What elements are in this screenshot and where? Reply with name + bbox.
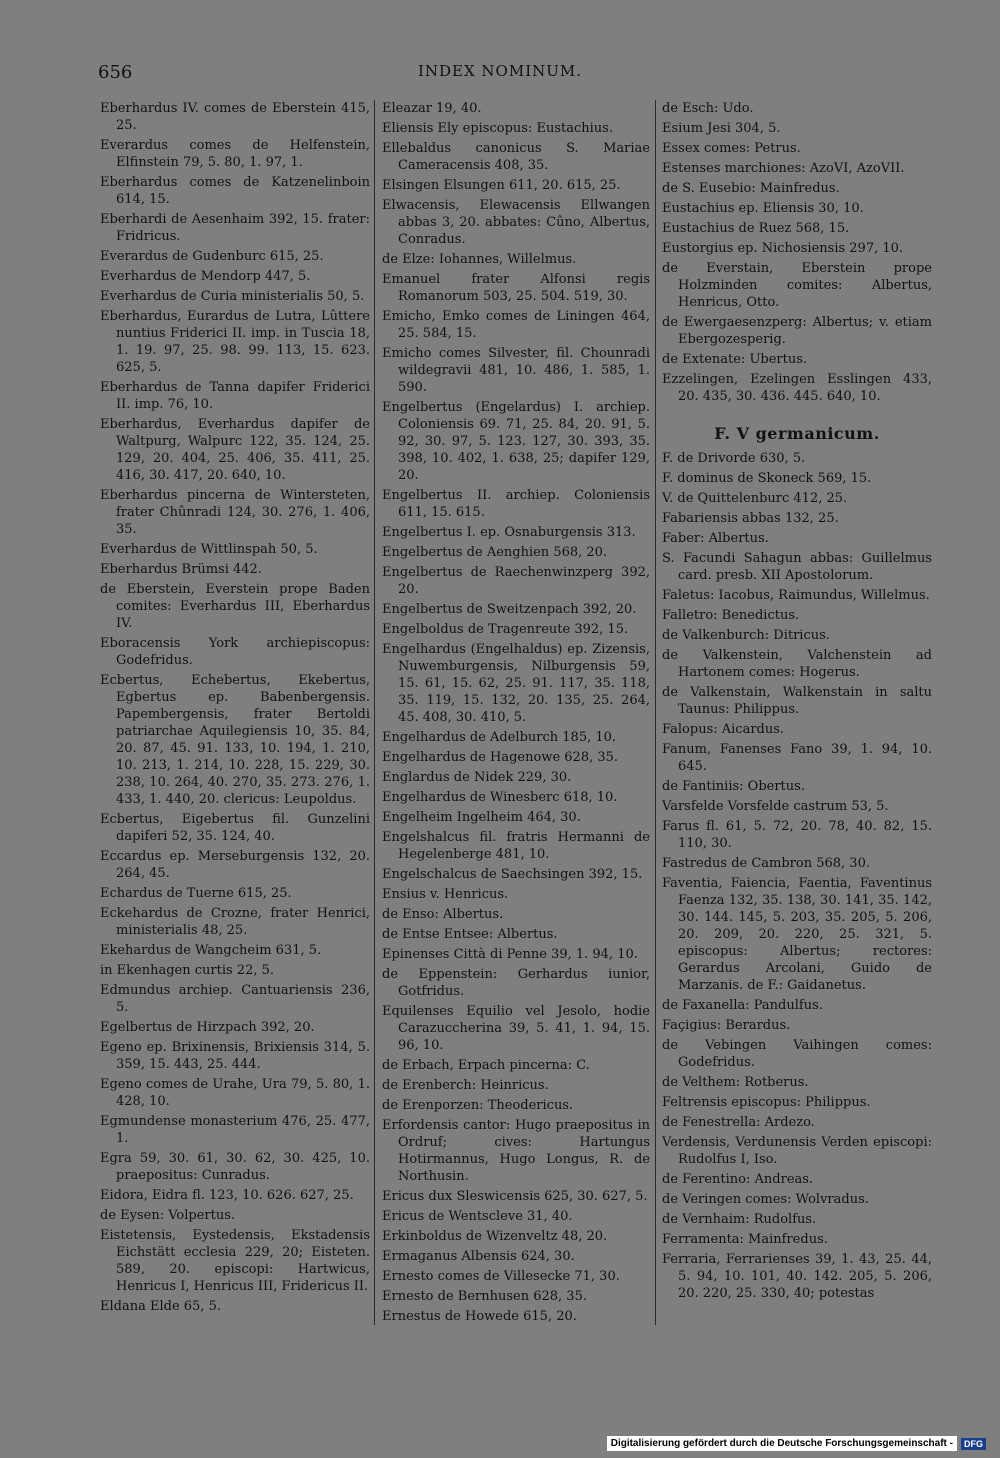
index-entry: Eustachius ep. Eliensis 30, 10. [662,201,864,216]
index-entry: Ecbertus, Echebertus, Ekebertus, Egbertus ep. Babenbergensis. Papembergensis, frater Bertoldi patriarchae Aquilegiensis 10, 35. 84, 20. 87, 45. 91. 133, 10. 194, 1. 210, 10. 213, 1. 214, 10. 228, 15. 229, 30. 238, 10. 264, 40. 270, 35. 273. 276, 1. 433, 1. 440, 20. clericus: Leupoldus. [100,673,370,807]
index-entry: de Elze: Iohannes, Willelmus. [382,252,577,267]
index-entry: Engelbertus II. archiep. Coloniensis 611, 15. 615. [382,488,650,520]
index-entry: Eberhardus Brümsi 442. [100,562,262,577]
index-entry: Feltrensis episcopus: Philippus. [662,1095,871,1110]
index-entry: Ermaganus Albensis 624, 30. [382,1249,575,1264]
index-entry: Engelbertus de Raechenwinzperg 392, 20. [382,565,650,597]
index-entry: Ernesto comes de Villesecke 71, 30. [382,1269,620,1284]
index-entry: Faber: Albertus. [662,531,769,546]
index-entry: Engelbertus (Engelardus) I. archiep. Coloniensis 69. 71, 25. 84, 20. 91, 5. 92, 30. 97, 5. 123. 127, 30. 393, 35. 398, 10. 402, 1. 638, 25; dapifer 129, 20. [382,400,650,483]
index-entry: Ericus dux Sleswicensis 625, 30. 627, 5. [382,1189,648,1204]
index-entry: Engelbertus de Sweitzenpach 392, 20. [382,602,637,617]
index-column-1 [100,100,370,1318]
page-number: 656 [98,62,133,83]
running-title: INDEX NOMINUM. [417,62,583,80]
index-entry: de Erenporzen: Theodericus. [382,1098,574,1113]
index-entry: Eberhardus, Eurardus de Lutra, Lûttere nuntius Friderici II. imp. in Tuscia 18, 1. 19. 97, 25. 98. 99. 113, 15. 623. 625, 5. [100,309,370,375]
index-entry: Engelhardus de Winesberc 618, 10. [382,790,618,805]
index-entry: de Entse Entsee: Albertus. [382,927,558,942]
index-entry: Ellebaldus canonicus S. Mariae Cameracensis 408, 35. [382,141,650,173]
index-entry: Eboracensis York archiepiscopus: Godefridus. [100,636,370,668]
index-entry: de Eysen: Volpertus. [100,1208,236,1223]
index-entry: Emanuel frater Alfonsi regis Romanorum 503, 25. 504. 519, 30. [382,272,650,304]
index-entry: V. de Quittelenburc 412, 25. [662,491,848,506]
index-entry: Varsfelde Vorsfelde castrum 53, 5. [662,799,889,814]
index-column-3b [662,450,932,1302]
section-heading: F. V germanicum. [714,424,880,443]
index-entry: Egeno comes de Urahe, Ura 79, 5. 80, 1. 428, 10. [100,1077,370,1109]
index-entry: Eberhardus, Everhardus dapifer de Waltpurg, Walpurc 122, 35. 124, 25. 129, 20. 404, 25. 406, 35. 411, 25. 416, 30. 417, 20. 640, 10. [100,417,370,483]
index-entry: de Extenate: Ubertus. [662,352,808,367]
index-entry: de Velthem: Rotberus. [662,1075,809,1090]
index-entry: Everhardus de Mendorp 447, 5. [100,269,311,284]
index-entry: Erfordensis cantor: Hugo praepositus in Ordruf; cives: Hartungus Hotirmannus, Hugo Longus, R. de Northusin. [382,1118,650,1184]
index-entry: de Faxanella: Pandulfus. [662,998,823,1013]
index-entry: Esium Jesi 304, 5. [662,121,781,136]
index-entry: Echardus de Tuerne 615, 25. [100,886,292,901]
dfg-logo: DFG [961,1438,986,1450]
index-entry: Falopus: Aicardus. [662,722,785,737]
index-entry: Eberhardi de Aesenhaim 392, 15. frater: Fridricus. [100,212,370,244]
index-entry: Fabariensis abbas 132, 25. [662,511,839,526]
index-entry: Engelschalcus de Saechsingen 392, 15. [382,867,643,882]
index-column-3a [662,100,932,405]
index-entry: Egra 59, 30. 61, 30. 62, 30. 425, 10. praepositus: Cunradus. [100,1151,370,1183]
index-entry: de Valkenstein, Valchenstein ad Hartonem comes: Hogerus. [662,648,932,680]
index-entry: de Eberstein, Everstein prope Baden comites: Everhardus III, Eberhardus IV. [100,582,370,631]
index-entry: Everhardus de Curia ministerialis 50, 5. [100,289,365,304]
index-entry: de Vebingen Vaihingen comes: Godefridus. [662,1038,932,1070]
index-entry: Eberhardus pincerna de Wintersteten, frater Chûnradi 124, 30. 276, 1. 406, 35. [100,488,370,537]
index-entry: Elsingen Elsungen 611, 20. 615, 25. [382,178,621,193]
index-entry: Ensius v. Henricus. [382,887,509,902]
index-column-3 [662,100,932,1305]
index-entry: Egmundense monasterium 476, 25. 477, 1. [100,1114,370,1146]
index-entry: Falletro: Benedictus. [662,608,800,623]
index-entry: Everardus comes de Helfenstein, Elfinstein 79, 5. 80, 1. 97, 1. [100,138,370,170]
index-entry: Ecbertus, Eigebertus fil. Gunzelini dapiferi 52, 35. 124, 40. [100,812,370,844]
index-entry: Ezzelingen, Ezelingen Esslingen 433, 20. 435, 30. 436. 445. 640, 10. [662,372,932,404]
index-entry: Engelshalcus fil. fratris Hermanni de Hegelenberge 481, 10. [382,830,650,862]
index-entry: F. dominus de Skoneck 569, 15. [662,471,872,486]
index-column-2 [382,100,650,1328]
index-entry: de Fantiniis: Obertus. [662,779,805,794]
index-entry: Estenses marchiones: AzoVI, AzoVII. [662,161,905,176]
index-entry: Ernestus de Howede 615, 20. [382,1309,577,1324]
index-entry: de Fenestrella: Ardezo. [662,1115,815,1130]
index-entry: Elwacensis, Elewacensis Ellwangen abbas 3, 20. abbates: Cûno, Albertus, Conradus. [382,198,650,247]
index-entry: Engelbertus I. ep. Osnaburgensis 313. [382,525,636,540]
index-entry: Verdensis, Verdunensis Verden episcopi: Rudolfus I, Iso. [662,1135,932,1167]
index-entry: Egelbertus de Hirzpach 392, 20. [100,1020,315,1035]
index-entry: Faventia, Faiencia, Faentia, Faventinus Faenza 132, 35. 138, 30. 141, 35. 142, 30. 144. 145, 5. 203, 35. 205, 5. 206, 20. 209, 20. 220, 25. 321, 5. episcopus: Albertus; rectores: Gerardus Arcolani, Guido de Marzanis. de F.: Gaidanetus. [662,876,932,993]
index-entry: Essex comes: Petrus. [662,141,801,156]
index-entry: Everardus de Gudenburc 615, 25. [100,249,324,264]
index-entry: Eustorgius ep. Nichosiensis 297, 10. [662,241,904,256]
index-entry: Equilenses Equilio vel Jesolo, hodie Carazuccherina 39, 5. 41, 1. 94, 15. 96, 10. [382,1004,650,1053]
index-entry: de Eppenstein: Gerhardus iunior, Gotfridus. [382,967,650,999]
index-entry: de Veringen comes: Wolvradus. [662,1192,869,1207]
index-entry: Englardus de Nidek 229, 30. [382,770,572,785]
index-entry: Ernesto de Bernhusen 628, 35. [382,1289,587,1304]
index-entry: Eliensis Ely episcopus: Eustachius. [382,121,613,136]
index-entry: Emicho comes Silvester, fil. Chounradi wildegravii 481, 10. 486, 1. 585, 1. 590. [382,346,650,395]
index-entry: Eustachius de Ruez 568, 15. [662,221,850,236]
index-entry: Edmundus archiep. Cantuariensis 236, 5. [100,983,370,1015]
index-entry: Farus fl. 61, 5. 72, 20. 78, 40. 82, 15. 110, 30. [662,819,932,851]
index-entry: Eccardus ep. Merseburgensis 132, 20. 264, 45. [100,849,370,881]
index-entry: Eistetensis, Eystedensis, Ekstadensis Eichstätt ecclesia 229, 20; Eisteten. 589, 20. episcopi: Hartwicus, Henricus I, Henricus III, Fridericus II. [100,1228,370,1294]
index-entry: de Everstain, Eberstein prope Holzminden comites: Albertus, Henricus, Otto. [662,261,932,310]
index-entry: Eidora, Eidra fl. 123, 10. 626. 627, 25. [100,1188,354,1203]
footer-text: Digitalisierung gefördert durch die Deutsche Forschungsgemeinschaft - [607,1436,957,1451]
index-entry: Epinenses Città di Penne 39, 1. 94, 10. [382,947,638,962]
index-entry: Ericus de Wentscleve 31, 40. [382,1209,573,1224]
index-entry: Engelbertus de Aenghien 568, 20. [382,545,608,560]
index-entry: Engelboldus de Tragenreute 392, 15. [382,622,629,637]
index-entry: de Ewergaesenzperg: Albertus; v. etiam Ebergozesperig. [662,315,932,347]
index-entry: Façigius: Berardus. [662,1018,791,1033]
index-entry: Engelhardus de Adelburch 185, 10. [382,730,617,745]
index-entry: Everhardus de Wittlinspah 50, 5. [100,542,318,557]
index-entry: Fastredus de Cambron 568, 30. [662,856,870,871]
index-entry: de Enso: Albertus. [382,907,504,922]
index-entry: de Vernhaim: Rudolfus. [662,1212,817,1227]
index-entry: Emicho, Emko comes de Liningen 464, 25. 584, 15. [382,309,650,341]
index-entry: de Esch: Udo. [662,101,754,116]
index-entry: Egeno ep. Brixinensis, Brixiensis 314, 5. 359, 15. 443, 25. 444. [100,1040,370,1072]
index-entry: Ekehardus de Wangcheim 631, 5. [100,943,322,958]
index-entry: de S. Eusebio: Mainfredus. [662,181,840,196]
column-rule [374,100,375,1325]
index-entry: S. Facundi Sahagun abbas: Guillelmus card. presb. XII Apostolorum. [662,551,932,583]
index-entry: Eberhardus de Tanna dapifer Friderici II. imp. 76, 10. [100,380,370,412]
index-entry: Eberhardus comes de Katzenelinboin 614, 15. [100,175,370,207]
footer [607,1436,986,1451]
index-entry: Eldana Elde 65, 5. [100,1299,221,1314]
index-entry: Eckehardus de Crozne, frater Henrici, ministerialis 48, 25. [100,906,370,938]
index-entry: Ferraria, Ferrarienses 39, 1. 43, 25. 44, 5. 94, 10. 101, 40. 142. 205, 5. 206, 20. 220, 25. 330, 40; potestas [662,1252,932,1301]
index-entry: Fanum, Fanenses Fano 39, 1. 94, 10. 645. [662,742,932,774]
index-entry: de Erbach, Erpach pincerna: C. [382,1058,590,1073]
index-entry: Erkinboldus de Wizenveltz 48, 20. [382,1229,608,1244]
index-entry: de Valkenstain, Walkenstain in saltu Taunus: Philippus. [662,685,932,717]
index-entry: F. de Drivorde 630, 5. [662,451,806,466]
index-entry: Eberhardus IV. comes de Eberstein 415, 25. [100,101,370,133]
index-entry: de Valkenburch: Ditricus. [662,628,830,643]
index-entry: Engelhardus (Engelhaldus) ep. Zizensis, Nuwemburgensis, Nilburgensis 59, 15. 61, 15. 62, 25. 91. 117, 35. 118, 35. 119, 15. 132, 20. 135, 25. 264, 45. 408, 30. 410, 5. [382,642,650,725]
index-entry: in Ekenhagen curtis 22, 5. [100,963,275,978]
column-rule [655,100,656,1325]
index-entry: de Erenberch: Heinricus. [382,1078,549,1093]
index-entry: Eleazar 19, 40. [382,101,482,116]
index-entry: Ferramenta: Mainfredus. [662,1232,828,1247]
index-entry: Engelheim Ingelheim 464, 30. [382,810,581,825]
index-entry: Engelhardus de Hagenowe 628, 35. [382,750,619,765]
index-entry: de Ferentino: Andreas. [662,1172,814,1187]
index-entry: Faletus: Iacobus, Raimundus, Willelmus. [662,588,930,603]
